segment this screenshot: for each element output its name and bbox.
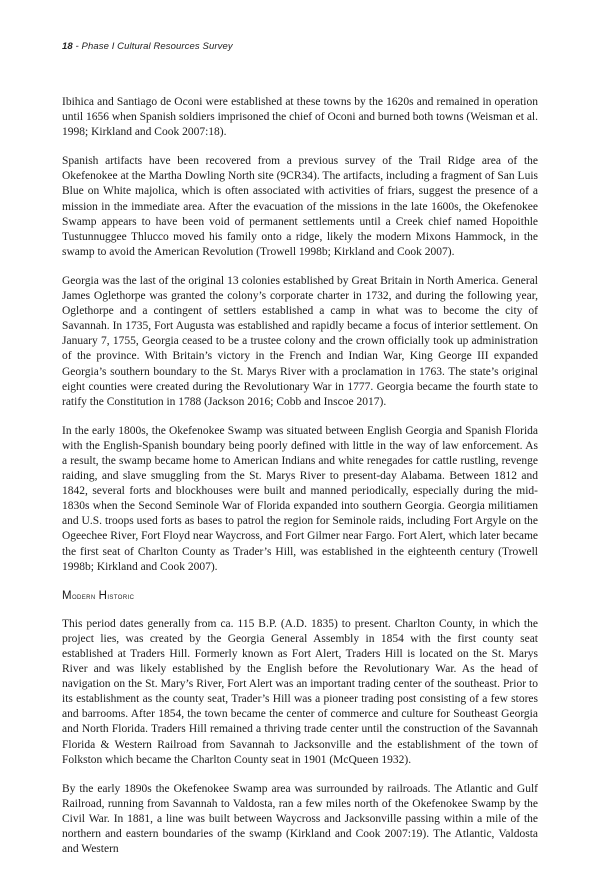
body-text bbox=[62, 95, 538, 871]
section-heading-modern-historic bbox=[62, 589, 538, 604]
header-title: Phase I Cultural Resources Survey bbox=[81, 41, 233, 52]
paragraph-railroads: By the early 1890s the Okefenokee Swamp area was surrounded by railroads. The Atlantic and Gulf Railroad, running from Savannah to Valdosta, ran a few miles north of the Okefenokee Swamp by the Civil War. In 1881, a line was built between Waycross and Jacksonville passing within a mile of the northern and eastern boundaries of the swamp (Kirkland and Cook 2007:19). The Atlantic, Valdosta and Western bbox=[62, 782, 538, 856]
paragraph-early-1800s: In the early 1800s, the Okefenokee Swamp was situated between English Georgia and Spanish Florida with the English-Spanish boundary being poorly defined with little in the way of law enforcement. As a result, the swamp became home to American Indians and white renegades for cattle rustling, revenge raiding, and slave smuggling from the St. Marys River to present-day Alabama. Between 1812 and 1842, several forts and blockhouses were built and manned periodically, especially during the mid-1830s when the Second Seminole War of Florida expanded into southern Georgia. Georgia militiamen and U.S. troops used forts as bases to patrol the region for Seminole raids, including Fort Argyle on the Ogeechee River, Fort Floyd near Waycross, and Fort Gilmer near Fargo. Fort Alert, which later became the first seat of Charlton County as Trader’s Hill, was established in the eighteenth century (Trowell 1998b; Kirkland and Cook 2007). bbox=[62, 424, 538, 573]
heading-rest-istoric: istoric bbox=[107, 590, 135, 601]
heading-rest-odern: odern bbox=[71, 590, 99, 601]
paragraph-period-dates: This period dates generally from ca. 115 B.P. (A.D. 1835) to present. Charlton County, in which the project lies, was created by the Georgia General Assembly in 1854 with the first county seat established at Traders Hill. Formerly known as Fort Alert, Traders Hill is located on the St. Marys River and was likely established by the English before the Revolutionary War. As the head of navigation on the St. Mary’s River, Fort Alert was an important trading center of the southeast. Prior to its establishment as the county seat, Trader’s Hill was a pioneer trading post consisting of a few stores and barrooms. After 1854, the town became the center of commerce and culture for Southeast Georgia and North Florida. Traders Hill remained a thriving trade center until the construction of the Savannah Florida & Western Railroad from Savannah to Jacksonville and the establishment of the town of Folkston which became the Charlton County seat in 1901 (McQueen 1932). bbox=[62, 617, 538, 766]
paragraph-spanish-artifacts: Spanish artifacts have been recovered from a previous survey of the Trail Ridge area of the Okefenokee at the Martha Dowling North site (9CR34). The artifacts, including a fragment of San Luis Blue on White majolica, which is often associated with activities of friars, suggest the presence of a mission in the immediate area. After the evacuation of the missions in the late 1600s, the Okefenokee Swamp appears to have been void of permanent settlements until a Creek chief named Hopoithle Tustunnuggee Thlucco moved his family onto a ridge, likely the modern Mixons Hammock, in the swamp to avoid the American Revolution (Trowell 1998b; Kirkland and Cook 2007). bbox=[62, 155, 538, 258]
header-separator: - bbox=[72, 41, 82, 52]
paragraph-georgia-colony: Georgia was the last of the original 13 colonies established by Great Britain in North America. General James Oglethorpe was granted the colony’s corporate charter in 1732, and during the following year, Oglethorpe and a contingent of settlers established a camp in what was to become the city of Savannah. In 1735, Fort Augusta was established and rapidly became a focus of interior settlement. On January 7, 1755, Georgia ceased to be a trustee colony and the crown officially took up administration of the province. With Britain’s victory in the French and Indian War, King George III expanded Georgia’s southern boundary to the St. Marys River with a proclamation in 1763. The state’s original eight counties were created during the Revolutionary War in 1777. Georgia became the fourth state to ratify the Constitution in 1788 (Jackson 2016; Cobb and Inscoe 2017). bbox=[62, 274, 538, 408]
heading-cap-h: H bbox=[98, 589, 108, 602]
running-header bbox=[62, 41, 233, 52]
paragraph-ibihica: Ibihica and Santiago de Oconi were established at these towns by the 1620s and remained in operation until 1656 when Spanish soldiers imprisoned the chief of Oconi and burned both towns (Weisman et al. 1998; Kirkland and Cook 2007:18). bbox=[62, 96, 538, 139]
header-page-number: 18 bbox=[62, 41, 73, 52]
heading-cap-m: M bbox=[62, 589, 72, 602]
